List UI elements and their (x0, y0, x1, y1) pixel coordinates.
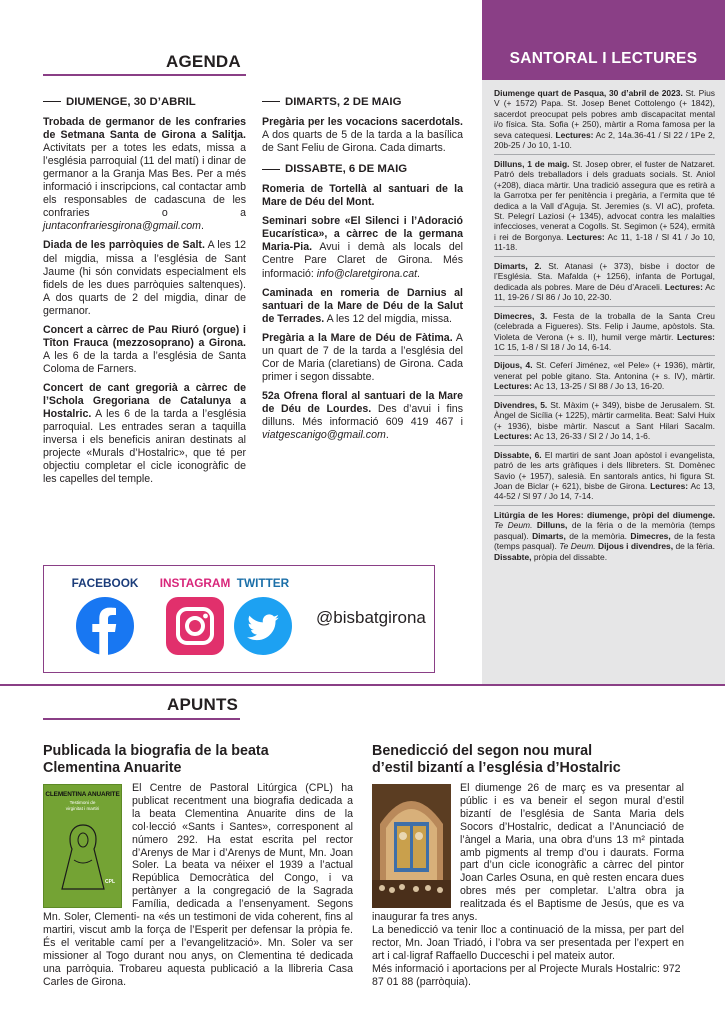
email-link[interactable]: info@claretgirona.cat (316, 267, 418, 280)
agenda-column-2 (262, 96, 463, 448)
agenda-rule (43, 74, 246, 76)
email-link[interactable]: juntaconfrariesgirona@gmail.com (43, 220, 201, 233)
instagram-icon (165, 597, 225, 655)
agenda-column-1 (43, 96, 246, 492)
social-handle[interactable]: @bisbatgirona (316, 608, 426, 627)
instagram-label: INSTAGRAM (159, 576, 231, 590)
article-body-continued: La benedicció va tenir lloc a continuació de la missa, per part del rector, Mn. Joan Triadó, i l’obra va ser presentada per l’expert en art i cal·ligraf Raffaello Ducceschi i pel mateix autor. (372, 923, 684, 962)
agenda-item: Romeria de Tortellà al santuari de la Mare de Déu del Mont. (262, 183, 463, 209)
santoral-entry: Dijous, 4. St. Ceferí Jiménez, «el Pele» (+ 1936), màrtir, venerat pel poble gitano. Sta. Antonina (+ s. IV), màrtir. Lectures: Ac 13, 13-25 / Sl 88 / Jo 13, 16-20. (494, 360, 715, 395)
facebook-icon (76, 597, 134, 655)
santoral-header-band (482, 0, 725, 80)
day-heading: DIMARTS, 2 DE MAIG (262, 96, 463, 109)
cover-title: CLEMENTINA ANUARITE (45, 791, 120, 798)
santoral-entry: Dilluns, 1 de maig. St. Josep obrer, el fuster de Natzaret. Patró dels treballadors i dels graduats socials. St. Aniol (+208), diaca màrtir. Una tradició assegura que es retirà a la Garrotxa per fer penitència i pregària, a l’ermita que té dedica a la Vall d’Aguja. St. Jeremies (s. VI aC), profeta. St. Pelegrí Laziosi (+ 1345), advocat contra les malalties infeccioses, venerat a Cogolls. St. Segimon (+ 524), ermità i rei de Borgonya. Lectures: Ac 11, 1-18 / Sl 41 / Jo 10, 11-18. (494, 159, 715, 257)
article-biography (43, 743, 353, 989)
apunts-rule (43, 718, 240, 720)
agenda-item: Pregària a la Mare de Déu de Fàtima. A un quart de 7 de la tarda a l’església del Cor de Maria (claretians) de Girona. Cada primer i segon dissabte. (262, 331, 463, 383)
article-body: El diumenge 26 de març es va presentar al públic i es va beneir el segon mural d’estil bizantí de l’església de Santa Maria dels Socors d’Hostalric, dedicat a l’Anunciació de l’àngel a Maria, una obra d’uns 13 m² pintada amb pigments al tremp d’ou i daurats. Forma part d’un cicle iconogràfic a càrrec del pintor Joan Carles Osuna, en què resten encara dues obres més per completar. L’altra obra ja realitzada és el Baptisme de Jesús, que es va inaugurar fa tres anys. (372, 782, 684, 924)
social-media-box (43, 565, 435, 673)
santoral-title: SANTORAL I LECTURES (509, 50, 698, 67)
santoral-entry: Dissabte, 6. El martiri de sant Joan apòstol i evangelista, patró de les arts gràfiques i dels llibreters. St. Domènec Savio (+ 1957), salesià. En santorals antics, hi figura St. Joan de Biclar (+ 621), bisbe de Girona. Lectures: Ac 13, 44-52 / Sl 97 / Jo 14, 7-14. (494, 450, 715, 506)
day-heading: DISSABTE, 6 DE MAIG (262, 163, 463, 176)
agenda-title: AGENDA (166, 52, 241, 71)
article-contact: Més informació i aportacions per al Projecte Murals Hostalric: 972 87 01 88 (parròquia). (372, 962, 681, 988)
article-mural (372, 743, 684, 989)
book-cover (43, 784, 122, 908)
twitter-icon (234, 597, 292, 655)
article-body: El Centre de Pastoral Litúrgica (CPL) ha publicat recentment una biografia dedicada a la beata Clementina Anuarite dins de la col·lecció «Sants i Santes», corresponent al número 292. Ha estat escrita pel rector d’Arenys de Mar i d’Arenys de Munt, Mn. Joan Soler. La beata va néixer el 1939 a l’actual República Democràtica del Congo, i va pertànyer a la congregació de la Sagrada Família, dedicada a l’ensenyament. Segons Mn. Soler, Clementi- na «és un testimoni de vida coherent, fins al martiri, viscut amb la força de l’Esperit per defensar la pròpia fe. És el veritable camí per a l’evangelització». Mn. Soler va ser missioner al Togo durant nou anys, on Clementina té dedicada una parròquia. Trobareu aquesta publicació a la llibreria Casa Carles de Girona. (43, 782, 353, 988)
agenda-item: Concert de cant gregorià a càrrec de l’Schola Gregoriana de Catalunya a Hostalric. A les 6 de la tarda a l’església parroquial. Les entrades seran a taquilla inversa i els beneficis aniran destinats al projecte «Murals d’Hostalric», que té per objectiu completar el cicle iconogràfic de les capelles del temple. (43, 381, 246, 486)
apunts-separator (0, 684, 725, 686)
article-title: Publicada la biografia de la beata Clementina Anuarite (43, 743, 269, 776)
santoral-entry: Diumenge quart de Pasqua, 30 d’abril de 2023. St. Pius V (+ 1572) Papa. St. Josep Benet Cottolengo (+ 1842), sacerdot preocupat pels pobres amb discapacitat mental i/o física. Sta. Sofia (+ 250), màrtir a Roma famosa per la seva catequesi. Lectures: Ac 2, 14a.36-41 / Sl 22 / 1Pe 2, 20b-25 / Jo 10, 1-10. (494, 88, 715, 155)
agenda-item: Trobada de germanor de les confraries de Setmana Santa de Girona a Salitja. Activitats per a totes les edats, missa a l’església parroquial (11 del matí) i dinar de germanor a la Granja Mas Bes. Per a més informació i inscripcions, cal contactar amb els responsables de cadascuna de les confraries o a juntaconfrariesgirona@gmail.com. (43, 116, 246, 233)
santoral-entry: Divendres, 5. St. Màxim (+ 349), bisbe de Jerusalem. St. Àngel de Sicília (+ 1225), màrtir carmelita. Beat: Salvi Huix (+ 1936), bisbe màrtir. Nascut a Sant Hilari Sacalm. Lectures: Ac 13, 26-33 / Sl 2 / Jo 14, 1-6. (494, 400, 715, 446)
facebook-label: FACEBOOK (71, 576, 139, 590)
nun-figure-icon (44, 815, 122, 905)
email-link[interactable]: viatgescanigo@gmail.com (262, 429, 386, 442)
agenda-item: Concert a càrrec de Pau Riuró (orgue) i Tîton Frauca (mezzosoprano) a Girona. A les 6 de la tarda a l’església de Santa Coloma de Farners. (43, 323, 246, 375)
santoral-list (494, 88, 715, 569)
church-photo (372, 784, 451, 908)
church-interior-image (372, 784, 451, 908)
cover-logo: CPL (105, 879, 115, 885)
agenda-item: Caminada en romeria de Darnius al santuari de la Mare de Déu de la Salut de Terrades. A les 12 del migdia, missa. (262, 286, 463, 325)
santoral-entry: Dimecres, 3. Festa de la troballa de la Santa Creu (celebrada a Figueres). Sts. Felip i Jaume, apòstols. Sta. Violeta de Verona (+ s. II), humil verge màrtir. Lectures: 1C 15, 1-8 / Sl 18 / Jo 14, 6-14. (494, 311, 715, 357)
agenda-item: 52a Ofrena floral al santuari de la Mare de Déu de Lourdes. Des d’avui i fins dilluns. Més informació 609 419 467 i viatgescanigo@gmail.com. (262, 389, 463, 442)
day-heading: DIUMENGE, 30 D’ABRIL (43, 96, 246, 109)
cover-subtitle: Testimoni de virginitat i martiri (65, 800, 100, 811)
facebook-link[interactable] (60, 576, 150, 655)
agenda-item: Diada de les parròquies de Salt. A les 12 del migdia, missa a l’església de Sant Jaume (hi són convidats especialment els fidels de les dues parròquies saltenques). A dos quarts de 2 del migdia, dinar de germanor. (43, 239, 246, 317)
agenda-item: Seminari sobre «El Silenci i l’Adoració Eucarística», a càrrec de la germana Maria-Pia. Avui i demà als locals del Centre Pare Claret de Girona. Més informació: info@claretgirona.cat. (262, 215, 463, 280)
agenda-item: Pregària per les vocacions sacerdotals. A dos quarts de 5 de la tarda a la basílica de Sant Feliu de Girona. Cada dimarts. (262, 116, 463, 155)
article-title: Benedicció del segon nou mural d’estil bizantí a l’església d’Hostalric (372, 743, 621, 776)
liturgy-hours: Litúrgia de les Hores: diumenge, pròpi del diumenge. Te Deum. Dilluns, de la fèria o de la memòria (temps pasqual). Dimarts, de la memòria. Dimecres, de la festa (temps pasqual). Te Deum. Dijous i divendres, de la fèria. Dissabte, pròpia del dissabte. (494, 509, 716, 562)
twitter-label: TWITTER (236, 576, 290, 590)
twitter-link[interactable] (218, 576, 308, 655)
apunts-title: APUNTS (167, 695, 239, 714)
santoral-entry: Dimarts, 2. St. Atanasi (+ 373), bisbe i doctor de l’Església. Sta. Mafalda (+ 1256), infanta de Portugal, dedicada als pobres. Mare de Déu d’Araceli. Lectures: Ac 11, 19-26 / Sl 86 / Jo 10, 22-30. (494, 261, 715, 307)
